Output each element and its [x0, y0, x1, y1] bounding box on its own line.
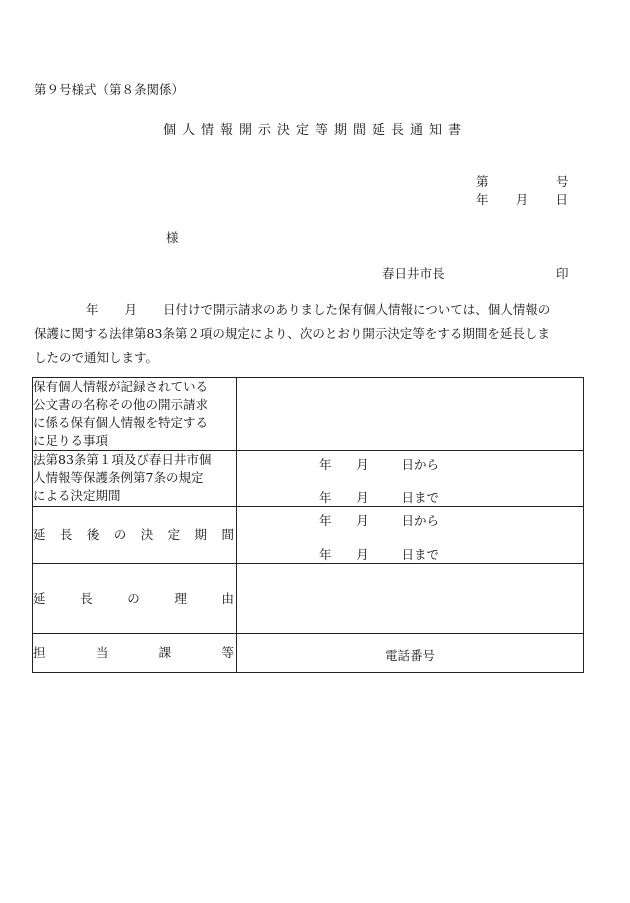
label-line: による決定期間 — [33, 488, 121, 503]
to-month: 月 — [356, 490, 369, 505]
label-spread — [33, 644, 236, 662]
issue-date-month: 月 — [515, 192, 529, 207]
label-line: 人情報等保護条例第7条の規定 — [33, 470, 204, 485]
from-year: 年 — [319, 513, 332, 528]
notice-line-3: したので通知します。 — [34, 350, 159, 365]
to-day: 日まで — [401, 490, 439, 505]
label-char: 期 — [194, 527, 208, 542]
notice-line-2: 保護に関する法律第83条第２項の規定により、次のとおり開示決定等をする期間を延長しま — [34, 326, 550, 341]
from-day: 日から — [401, 513, 439, 528]
notice-line-1-text: 日付けで開示請求のありました保有個人情報については、個人情報の — [163, 302, 551, 317]
label-spread — [33, 590, 236, 608]
label-char: 延 — [33, 590, 46, 606]
value-document-identification[interactable] — [237, 378, 584, 451]
label-line: 公文書の名称その他の開示請求 — [33, 397, 209, 412]
row-document-identification — [33, 378, 584, 451]
issue-date-year: 年 — [476, 192, 489, 207]
original-period-to — [319, 488, 439, 506]
label-line: に足りる事項 — [33, 433, 109, 448]
to-day: 日まで — [401, 547, 439, 562]
from-year: 年 — [319, 457, 332, 472]
label-char: の — [113, 527, 127, 542]
seal-mark: 印 — [556, 266, 569, 281]
document-number-prefix: 第 — [476, 174, 489, 189]
label-spread — [33, 526, 236, 544]
from-day: 日から — [401, 457, 439, 472]
to-month: 月 — [356, 547, 369, 562]
label-document-identification — [33, 378, 237, 451]
row-department — [33, 634, 584, 673]
label-char: 後 — [86, 527, 100, 542]
value-original-period[interactable] — [237, 451, 584, 507]
from-month: 月 — [356, 513, 369, 528]
label-char: 延 — [33, 527, 46, 542]
extension-details-table — [32, 377, 584, 673]
label-original-period — [33, 451, 237, 507]
to-year: 年 — [319, 547, 332, 562]
issue-date-day: 日 — [555, 192, 568, 207]
label-extension-reason — [33, 564, 237, 634]
notice-year: 年 — [86, 302, 99, 317]
label-department — [33, 634, 237, 673]
issuer-name: 春日井市長 — [382, 266, 445, 281]
value-extension-reason[interactable] — [237, 564, 584, 634]
label-char: 定 — [167, 527, 181, 542]
extended-period-from — [319, 511, 439, 529]
addressee-honorific: 様 — [166, 230, 179, 245]
value-extended-period[interactable] — [237, 507, 584, 564]
label-char: の — [127, 590, 140, 606]
label-char: 長 — [59, 527, 73, 542]
label-extended-period — [33, 507, 237, 564]
notice-line-1 — [34, 298, 584, 322]
form-number-label: 第９号様式（第８条関係） — [34, 82, 185, 97]
document-title: 個人情報開示決定等期間延長通知書 — [162, 123, 467, 138]
label-char: 等 — [221, 645, 234, 660]
to-year: 年 — [319, 490, 332, 505]
label-line: 法第83条第１項及び春日井市個 — [33, 452, 212, 467]
label-char: 由 — [221, 590, 234, 606]
notice-month: 月 — [124, 302, 138, 317]
label-char: 当 — [95, 645, 109, 660]
row-original-period — [33, 451, 584, 507]
extended-period-to — [319, 545, 439, 563]
row-extension-reason — [33, 564, 584, 634]
label-char: 課 — [158, 645, 172, 660]
label-char: 担 — [33, 645, 46, 660]
issue-date — [476, 190, 568, 208]
label-char: 長 — [80, 590, 93, 606]
document-number-suffix: 号 — [556, 174, 569, 189]
notice-body — [34, 298, 584, 370]
label-line: に係る保有個人情報を特定する — [33, 415, 209, 430]
label-char: 決 — [140, 527, 154, 542]
label-char: 間 — [221, 527, 234, 542]
label-char: 理 — [174, 590, 187, 606]
phone-number-label: 電話番号 — [384, 648, 435, 663]
from-month: 月 — [356, 457, 369, 472]
value-department[interactable] — [237, 634, 584, 673]
row-extended-period — [33, 507, 584, 564]
original-period-from — [319, 455, 439, 473]
label-line: 保有個人情報が記録されている — [33, 379, 209, 394]
